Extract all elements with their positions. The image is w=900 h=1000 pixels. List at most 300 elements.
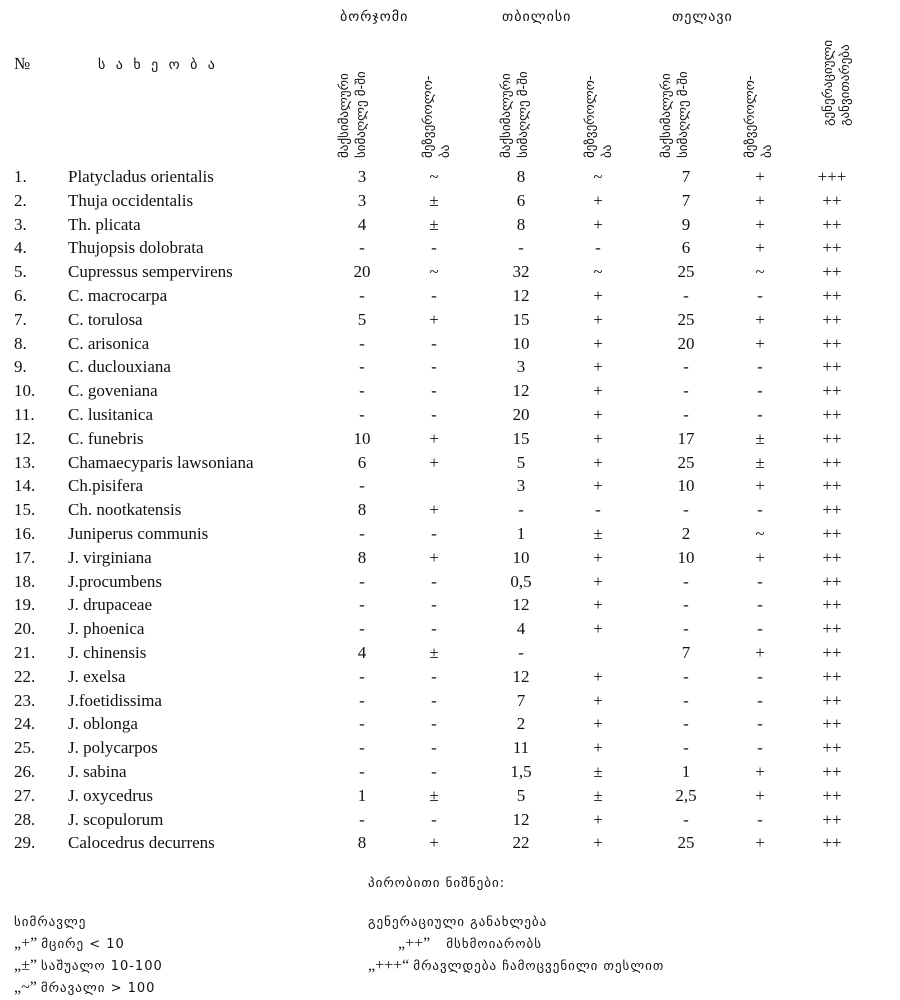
tbilisi-max-size: 15 (512, 309, 530, 329)
telavi-max-size: 7 (681, 643, 691, 662)
species-name: C. arisonica (68, 333, 150, 353)
borjomi-max-size: 3 (357, 190, 367, 210)
legend-generative-heading: გენერაციული განახლება (368, 915, 548, 930)
tbilisi-max-size: 12 (512, 595, 530, 615)
telavi-max-size: - (683, 286, 689, 305)
tbilisi-max-size: 2 (516, 714, 526, 734)
table-row (0, 689, 900, 713)
generative-development: ++ (822, 286, 842, 305)
col-fruiting-telavi: მეზვეროლო- ბა (743, 75, 775, 158)
generative-development: ++ (822, 714, 842, 734)
tbilisi-fruiting: ± (593, 785, 603, 805)
row-number: 28. (14, 809, 36, 829)
telavi-fruiting: + (755, 309, 765, 329)
row-number: 3. (14, 214, 27, 234)
telavi-fruiting: - (757, 619, 763, 639)
tbilisi-max-size: 32 (512, 262, 530, 282)
telavi-fruiting: - (757, 690, 763, 710)
species-name: J.foetidissima (68, 690, 162, 710)
region-borjomi: ბორჯომი (340, 9, 409, 25)
species-name: J. sabina (68, 762, 127, 781)
generative-development: ++ (822, 238, 842, 258)
tbilisi-fruiting: ~ (593, 167, 603, 186)
generative-development: ++ (822, 833, 842, 853)
tbilisi-max-size: 1 (516, 524, 526, 543)
telavi-max-size: - (683, 714, 689, 734)
legend-symbol: „+” (14, 935, 38, 952)
row-number: 16. (14, 524, 36, 543)
legend-fruiting-item (14, 933, 163, 955)
species-name: J.procumbens (68, 571, 162, 591)
row-number: 22. (14, 666, 36, 686)
generative-development: ++ (822, 547, 842, 567)
borjomi-max-size: - (359, 357, 365, 377)
telavi-fruiting: + (755, 547, 765, 567)
borjomi-max-size: - (359, 738, 365, 758)
tbilisi-fruiting: + (593, 405, 603, 424)
borjomi-max-size: - (359, 333, 365, 353)
row-number: 20. (14, 619, 36, 639)
telavi-fruiting: - (757, 595, 763, 615)
species-name: J. polycarpos (68, 738, 158, 758)
legend-text: საშუალო 10-100 (40, 959, 163, 974)
legend-symbol: „~” (14, 979, 37, 996)
row-number: 12. (14, 428, 36, 448)
telavi-fruiting: - (757, 738, 763, 758)
species-name: C. lusitanica (68, 405, 153, 424)
generative-development: ++ (822, 762, 842, 781)
borjomi-max-size: - (359, 762, 365, 781)
legend-symbol: „++” (398, 935, 431, 952)
telavi-max-size: 25 (677, 452, 695, 472)
table-row (0, 189, 900, 213)
tbilisi-max-size: 15 (512, 428, 530, 448)
table-row (0, 165, 900, 189)
table-row (0, 260, 900, 284)
tbilisi-fruiting: + (593, 666, 603, 686)
species-name: C. duclouxiana (68, 357, 171, 377)
legend-title: პირობითი ნიშნები: (368, 876, 506, 891)
row-number: 25. (14, 738, 36, 758)
tbilisi-max-size: - (518, 643, 524, 662)
row-number: 2. (14, 190, 27, 210)
telavi-max-size: - (683, 500, 689, 520)
generative-development: ++ (822, 262, 842, 282)
col-generative: გენერაციული განვითარება (821, 39, 853, 126)
species-name: J. virginiana (68, 547, 152, 567)
telavi-fruiting: + (755, 643, 765, 662)
borjomi-fruiting: - (431, 595, 437, 615)
row-number: 24. (14, 714, 36, 734)
generative-development: ++ (822, 666, 842, 686)
species-name: Juniperus communis (68, 524, 209, 543)
species-name: C. funebris (68, 428, 144, 448)
species-name: Chamaecyparis lawsoniana (68, 452, 254, 472)
species-name: Ch.pisifera (68, 476, 144, 496)
borjomi-max-size: 5 (357, 309, 367, 329)
col-fruiting-borjomi: მეზვეროლო- ბა (421, 75, 453, 158)
table-row (0, 236, 900, 260)
table-row (0, 498, 900, 522)
telavi-max-size: 2 (681, 524, 691, 543)
telavi-fruiting: - (757, 500, 763, 520)
borjomi-fruiting: - (431, 357, 437, 377)
tbilisi-fruiting: + (593, 428, 603, 448)
telavi-max-size: 7 (681, 167, 691, 186)
borjomi-fruiting: - (431, 738, 437, 758)
col-fruiting-tbilisi: მეზვეროლო- ბა (583, 75, 615, 158)
table-row (0, 546, 900, 570)
tbilisi-fruiting: ± (593, 524, 603, 543)
telavi-fruiting: + (755, 785, 765, 805)
borjomi-fruiting: + (429, 309, 439, 329)
borjomi-max-size: - (359, 666, 365, 686)
telavi-max-size: 7 (681, 190, 691, 210)
tbilisi-max-size: 5 (516, 452, 526, 472)
table-row (0, 593, 900, 617)
borjomi-max-size: 4 (357, 643, 367, 662)
row-number: 4. (14, 238, 27, 258)
generative-development: ++ (822, 524, 842, 543)
telavi-max-size: 25 (677, 833, 695, 853)
telavi-fruiting: - (757, 666, 763, 686)
telavi-max-size: 17 (677, 428, 695, 448)
tbilisi-max-size: 3 (516, 476, 526, 496)
telavi-max-size: - (683, 405, 689, 424)
table-row (0, 641, 900, 665)
row-number: 14. (14, 476, 36, 496)
species-name: J. chinensis (68, 643, 147, 662)
table-row (0, 760, 900, 784)
tbilisi-fruiting: + (593, 595, 603, 615)
borjomi-fruiting: - (431, 286, 437, 305)
tbilisi-max-size: 11 (512, 738, 530, 758)
col-max-size-telavi: მაქსიმალური სიმაღლე მ-ში (659, 71, 691, 158)
table-row (0, 665, 900, 689)
table-row (0, 308, 900, 332)
tbilisi-max-size: 12 (512, 381, 530, 401)
generative-development: ++ (822, 619, 842, 639)
borjomi-max-size: - (359, 809, 365, 829)
borjomi-fruiting: - (431, 809, 437, 829)
legend-fruiting-item (14, 955, 163, 977)
borjomi-fruiting: ± (429, 190, 439, 210)
row-number: 26. (14, 762, 36, 781)
tbilisi-fruiting: + (593, 190, 603, 210)
borjomi-max-size: 6 (357, 452, 367, 472)
telavi-fruiting: + (755, 190, 765, 210)
species-header: ს ა ხ ე ო ბ ა (98, 57, 218, 73)
region-telavi: თელავი (672, 9, 733, 25)
table-row (0, 712, 900, 736)
tbilisi-fruiting: + (593, 381, 603, 401)
telavi-max-size: - (683, 666, 689, 686)
borjomi-max-size: - (359, 286, 365, 305)
tbilisi-max-size: 7 (516, 690, 526, 710)
tbilisi-fruiting: + (593, 690, 603, 710)
borjomi-fruiting: ± (429, 643, 439, 662)
telavi-fruiting: ± (755, 452, 765, 472)
table-row (0, 213, 900, 237)
tbilisi-fruiting: + (593, 809, 603, 829)
col-max-size-tbilisi: მაქსიმალური სიმაღლე მ-ში (499, 71, 531, 158)
telavi-max-size: - (683, 357, 689, 377)
borjomi-fruiting: + (429, 452, 439, 472)
legend-text: მსხმოიარობს (446, 937, 543, 952)
telavi-fruiting: ~ (755, 262, 765, 282)
borjomi-max-size: 8 (357, 833, 367, 853)
species-name: J. drupaceae (68, 595, 153, 615)
telavi-max-size: - (683, 595, 689, 615)
tbilisi-max-size: 12 (512, 666, 530, 686)
table-row (0, 474, 900, 498)
species-name: Cupressus sempervirens (68, 262, 233, 282)
tbilisi-max-size: 8 (516, 167, 526, 186)
borjomi-max-size: - (359, 238, 365, 258)
borjomi-max-size: - (359, 595, 365, 615)
borjomi-fruiting: - (431, 762, 437, 781)
generative-development: ++ (822, 690, 842, 710)
number-header: № (14, 54, 31, 73)
generative-development: ++ (822, 809, 842, 829)
legend-symbol: „±” (14, 957, 37, 974)
generative-development: ++ (822, 405, 842, 424)
tbilisi-fruiting: - (595, 238, 601, 258)
telavi-fruiting: ± (755, 428, 765, 448)
generative-development: ++ (822, 357, 842, 377)
species-name: Thujopsis dolobrata (68, 238, 204, 258)
borjomi-max-size: - (359, 524, 365, 543)
row-number: 23. (14, 690, 36, 710)
tbilisi-max-size: 4 (516, 619, 526, 639)
borjomi-max-size: - (359, 619, 365, 639)
telavi-fruiting: + (755, 476, 765, 496)
tbilisi-max-size: 22 (512, 833, 530, 853)
row-number: 18. (14, 571, 36, 591)
table-row (0, 522, 900, 546)
species-name: J. exelsa (68, 666, 126, 686)
tbilisi-max-size: 10 (512, 547, 530, 567)
generative-development: +++ (817, 167, 847, 186)
table-row (0, 617, 900, 641)
species-name: J. scopulorum (68, 809, 164, 829)
generative-development: ++ (822, 643, 842, 662)
tbilisi-fruiting: ~ (593, 262, 603, 282)
tbilisi-fruiting: + (593, 357, 603, 377)
legend-symbol: „+++“ (368, 957, 410, 974)
row-number: 13. (14, 452, 36, 472)
telavi-max-size: - (683, 571, 689, 591)
telavi-max-size: - (683, 809, 689, 829)
tbilisi-fruiting: + (593, 476, 603, 496)
row-number: 1. (14, 167, 27, 186)
telavi-fruiting: - (757, 405, 763, 424)
tbilisi-max-size: 8 (516, 214, 526, 234)
table-row (0, 332, 900, 356)
borjomi-fruiting: - (431, 714, 437, 734)
tbilisi-fruiting: + (593, 833, 603, 853)
generative-development: ++ (822, 309, 842, 329)
tbilisi-fruiting: + (593, 333, 603, 353)
borjomi-fruiting: + (429, 500, 439, 520)
telavi-max-size: - (683, 690, 689, 710)
borjomi-fruiting: ~ (429, 167, 439, 186)
tbilisi-fruiting: + (593, 714, 603, 734)
legend-generative (368, 912, 664, 977)
telavi-fruiting: + (755, 333, 765, 353)
species-name: J. oxycedrus (68, 785, 153, 805)
telavi-max-size: 9 (681, 214, 691, 234)
table-row (0, 403, 900, 427)
row-number: 27. (14, 785, 36, 805)
species-name: Thuja occidentalis (68, 190, 194, 210)
col-max-size-borjomi: მაქსიმალური სიმაღლე მ-ში (337, 71, 369, 158)
telavi-fruiting: - (757, 357, 763, 377)
telavi-max-size: - (683, 619, 689, 639)
telavi-fruiting: - (757, 571, 763, 591)
row-number: 5. (14, 262, 27, 282)
borjomi-fruiting: - (431, 333, 437, 353)
species-name: C. macrocarpa (68, 286, 168, 305)
telavi-max-size: - (683, 381, 689, 401)
species-name: J. phoenica (68, 619, 145, 639)
telavi-max-size: 25 (677, 262, 695, 282)
telavi-fruiting: ~ (755, 524, 765, 543)
borjomi-fruiting: - (431, 666, 437, 686)
borjomi-max-size: - (359, 714, 365, 734)
borjomi-fruiting: + (429, 547, 439, 567)
borjomi-fruiting: ± (429, 785, 439, 805)
species-name: Ch. nootkatensis (68, 500, 182, 520)
tbilisi-max-size: 6 (516, 190, 526, 210)
generative-development: ++ (822, 500, 842, 520)
telavi-fruiting: + (755, 833, 765, 853)
telavi-fruiting: - (757, 714, 763, 734)
borjomi-max-size: - (359, 405, 365, 424)
telavi-fruiting: + (755, 238, 765, 258)
table-row (0, 831, 900, 855)
borjomi-max-size: - (359, 690, 365, 710)
telavi-fruiting: - (757, 286, 763, 305)
tbilisi-fruiting: + (593, 309, 603, 329)
generative-development: ++ (822, 476, 842, 496)
row-number: 7. (14, 309, 27, 329)
borjomi-fruiting: - (431, 238, 437, 258)
generative-development: ++ (822, 452, 842, 472)
row-number: 15. (14, 500, 36, 520)
telavi-max-size: 6 (681, 238, 691, 258)
row-number: 10. (14, 381, 36, 401)
borjomi-max-size: 20 (353, 262, 371, 282)
row-number: 29. (14, 833, 36, 853)
tbilisi-max-size: 12 (512, 809, 530, 829)
legend-text: მრავლდება ჩამოცვენილი თესლით (413, 959, 665, 974)
species-name: Th. plicata (68, 214, 141, 234)
borjomi-max-size: 3 (357, 167, 367, 186)
tbilisi-max-size: 0,5 (510, 571, 532, 591)
borjomi-fruiting: - (431, 405, 437, 424)
legend-text: მცირე < 10 (41, 937, 125, 952)
borjomi-fruiting: - (431, 381, 437, 401)
species-name: J. oblonga (68, 714, 138, 734)
telavi-fruiting: - (757, 809, 763, 829)
telavi-max-size: 10 (677, 476, 695, 496)
table-row (0, 570, 900, 594)
table-row (0, 736, 900, 760)
borjomi-max-size: 4 (357, 214, 367, 234)
tbilisi-fruiting: + (593, 619, 603, 639)
tbilisi-fruiting: + (593, 571, 603, 591)
telavi-max-size: 25 (677, 309, 695, 329)
generative-development: ++ (822, 381, 842, 401)
borjomi-max-size: 8 (357, 547, 367, 567)
telavi-max-size: 2,5 (675, 785, 697, 805)
generative-development: ++ (822, 333, 842, 353)
tbilisi-fruiting: + (593, 452, 603, 472)
telavi-fruiting: + (755, 762, 765, 781)
borjomi-fruiting: - (431, 571, 437, 591)
borjomi-fruiting: - (431, 524, 437, 543)
borjomi-fruiting: - (431, 619, 437, 639)
generative-development: ++ (822, 214, 842, 234)
table-row (0, 808, 900, 832)
region-tbilisi: თბილისი (502, 9, 572, 25)
generative-development: ++ (822, 595, 842, 615)
tbilisi-max-size: 12 (512, 286, 530, 305)
tbilisi-fruiting: ± (593, 762, 603, 781)
borjomi-max-size: - (359, 571, 365, 591)
species-name: Calocedrus decurrens (68, 833, 215, 853)
borjomi-fruiting: + (429, 833, 439, 853)
generative-development: ++ (822, 785, 842, 805)
tbilisi-fruiting: + (593, 738, 603, 758)
borjomi-fruiting: - (431, 690, 437, 710)
borjomi-max-size: - (359, 476, 365, 496)
telavi-fruiting: - (757, 381, 763, 401)
tbilisi-max-size: 5 (516, 785, 526, 805)
table-row (0, 379, 900, 403)
legend-fruiting (14, 912, 163, 999)
row-number: 8. (14, 333, 27, 353)
generative-development: ++ (822, 190, 842, 210)
borjomi-max-size: 1 (357, 785, 367, 805)
borjomi-fruiting: ~ (429, 262, 439, 282)
table-row (0, 355, 900, 379)
telavi-max-size: - (683, 738, 689, 758)
telavi-fruiting: + (755, 167, 765, 186)
generative-development: ++ (822, 428, 842, 448)
borjomi-fruiting: + (429, 428, 439, 448)
telavi-max-size: 20 (677, 333, 695, 353)
generative-development: ++ (822, 571, 842, 591)
telavi-max-size: 1 (681, 762, 691, 781)
tbilisi-max-size: - (518, 500, 524, 520)
row-number: 17. (14, 547, 36, 567)
borjomi-max-size: 10 (353, 428, 371, 448)
borjomi-fruiting: ± (429, 214, 439, 234)
table-row (0, 451, 900, 475)
telavi-fruiting: + (755, 214, 765, 234)
tbilisi-max-size: - (518, 238, 524, 258)
legend-generative-item (368, 933, 664, 955)
species-name: C. torulosa (68, 309, 143, 329)
legend-fruiting-heading: სიმრავლე (14, 915, 87, 930)
borjomi-max-size: 8 (357, 500, 367, 520)
legend-fruiting-item (14, 977, 163, 999)
species-name: Platycladus orientalis (68, 167, 214, 186)
species-name: C. goveniana (68, 381, 158, 401)
row-number: 9. (14, 357, 27, 377)
